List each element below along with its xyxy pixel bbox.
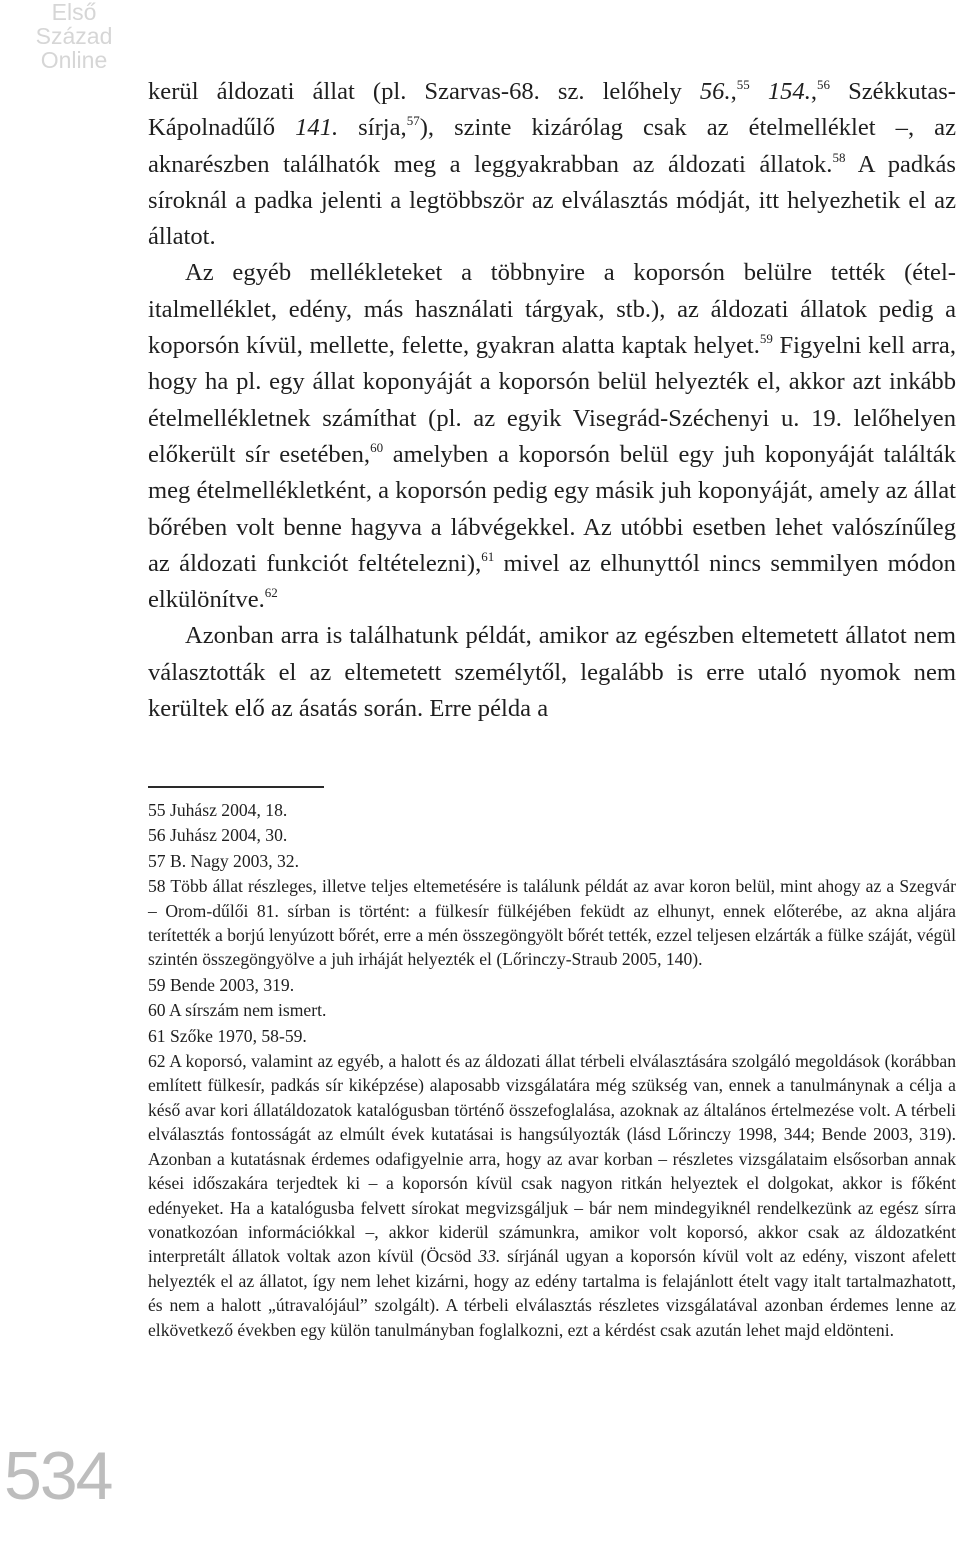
footnote-60: 60 A sírszám nem ismert.: [148, 1000, 327, 1021]
italic-run: 141.: [295, 114, 339, 142]
footnote-ref: 57: [406, 113, 420, 129]
italic-run: 154.: [767, 78, 811, 105]
text-run: ), szinte kizárólag csak az ételmelléklet –, az aknarészben találhatók meg a leggyakrabban az áldozati állatok.: [148, 114, 956, 178]
footnote-61: 61 Szőke 1970, 58-59.: [148, 1025, 307, 1046]
text-run: sírjánál ugyan a koporsón kívül volt az edény, viszont afelett helyezték el az állatot, így nem lehet kizárni, hogy az edény tartalma is felajánlott ételt vagy italt tartalmazhatott, és nem a halott „útravalójául” szolgált). A térbeli elválasztás részletes vizsgálatával azonban érdemes lenne az elkövetkező években egy külön tanulmányban foglalkozni, ezt a kérdést csak azután lehet majd eldönteni.: [148, 1246, 956, 1340]
watermark-line: Század: [35, 23, 113, 49]
text-run: ,: [810, 78, 818, 105]
footnote-ref: 61: [481, 548, 495, 564]
text-run: 62 A koporsó, valamint az egyéb, a halott és az áldozati állat térbeli elválasztására szolgáló megoldások (korábban említett fülkesír, padkás sír kiképzése) alaposabb vizsgálatára még szükség van, ennek a tanulmánynak a célja a késő avar kori állatáldozatok katalógusban történő összefoglalása, azoknak az általános értelmezése volt. A térbeli elválasztás fontosságát az elmúlt évek kutatásai is hangsúlyozták (lásd Lőrinczy 1998, 344; Bende 2003, 319). Azonban a kutatásnak érdemes odafigyelnie arra, hogy az avar korban – részletes vizsgálataim elsősorban annak kései időszakára terjedtek ki – a koporsón kívül csak nagyon ritkán helyeztek el dolgokat, akkor is főként edényeket. Ha a katalógusba felvett sírokat megvizsgáljuk – bár nem mindegyiknél rendelkezünk az egész sírra vonatkozóan információkkal –, akkor kiderül számunkra, amikor volt koporsó, akkor csak az áldozatként interpretált állatok voltak azon kívül (Öcsöd: [148, 1051, 956, 1267]
footnote-ref: 55: [736, 77, 750, 92]
watermark-line: Online: [40, 47, 108, 73]
text-run: Székkutas-Kápolnadűlő: [148, 78, 956, 142]
footnote-62: [148, 1049, 956, 1342]
footnote-58: 58 Több állat részleges, illetve teljes eltemetésére is találunk példát az avar koron belül, mint ahogy az a Szegvár – Orom-dűlői 81. sírban is történt: a fülkesír fülkéjében feküdt az elhunyt, ennek előterébe, az akna aljára terítették a borjú lenyúzott bőrét, erre a mén összegöngyölt bőrét tették, ezzel teljesen elzárták a fülke száját, végül szintén összegöngyölve a juh irháját helyezték el (Lőrinczy-Straub 2005, 140).: [148, 876, 956, 970]
watermark-logo: [4, 0, 144, 72]
main-text: [148, 74, 956, 727]
text-run: Figyelni kell arra, hogy ha pl. egy állat koponyáját a koporsón belül helyezték el, akkor azt inkább ételmellékletnek számíthat (pl. az egyik Visegrád-Széchenyi u. 19. lelőhelyen előkerült sír esetében,: [148, 332, 956, 468]
footnote-ref: 62: [264, 585, 278, 601]
text-run: [750, 78, 768, 105]
text-run: ,: [730, 78, 737, 105]
text-run: kerül áldozati állat (pl. Szarvas-68. sz. lelőhely: [148, 78, 700, 105]
text-run: amelyben a koporsón belül egy juh koponyáját találták meg ételmellékletként, a koporsón pedig egy másik juh koponyáját, amely az állat bőrében volt benne hagyva a lábvégekkel. Az utóbbi esetben lehet valószínűleg az áldozati funkciót feltételezni),: [148, 440, 956, 577]
footnote-ref: 58: [832, 149, 846, 165]
footnote-57: 57 B. Nagy 2003, 32.: [148, 850, 300, 871]
footnote-55: 55 Juhász 2004, 18.: [148, 800, 288, 820]
footnote-ref: 59: [759, 331, 773, 347]
footnote-separator: [148, 786, 324, 788]
text-run: Az egyéb mellékleteket a többnyire a koporsón belülre tették (étel-italmelléklet, edény, más használati tárgyak, stb.), az áldozati állatok pedig a koporsón kívül, mellette, felette, gyakran alatta kaptak helyet.: [148, 259, 956, 360]
paragraph-1: [148, 74, 956, 255]
paragraph-3: Azonban arra is találhatunk példát, amikor az egészben eltemetett állatot nem választották el az eltemetett személytől, legalább is erre utaló nyomok nem kerültek elő az ásatás során. Erre példa a: [148, 622, 956, 723]
footnotes: [148, 798, 956, 1343]
footnote-ref: 60: [370, 439, 384, 455]
watermark-line: Első: [51, 0, 97, 25]
text-run: sírja,: [338, 114, 407, 142]
italic-run: 56.: [699, 78, 731, 105]
text-run: mivel az elhunyttól nincs semmilyen módon elkülönítve.: [148, 549, 956, 614]
page-number: 534: [4, 1438, 112, 1514]
italic-run: 33.: [478, 1246, 501, 1267]
paragraph-2: [148, 255, 956, 618]
text-run: A padkás síroknál a padka jelenti a legtöbbször az elválasztás módját, itt helyezhetik el az állatot.: [148, 150, 956, 251]
footnote-59: 59 Bende 2003, 319.: [148, 974, 295, 995]
footnote-56: 56 Juhász 2004, 30.: [148, 825, 288, 846]
footnote-ref: 56: [817, 77, 831, 92]
